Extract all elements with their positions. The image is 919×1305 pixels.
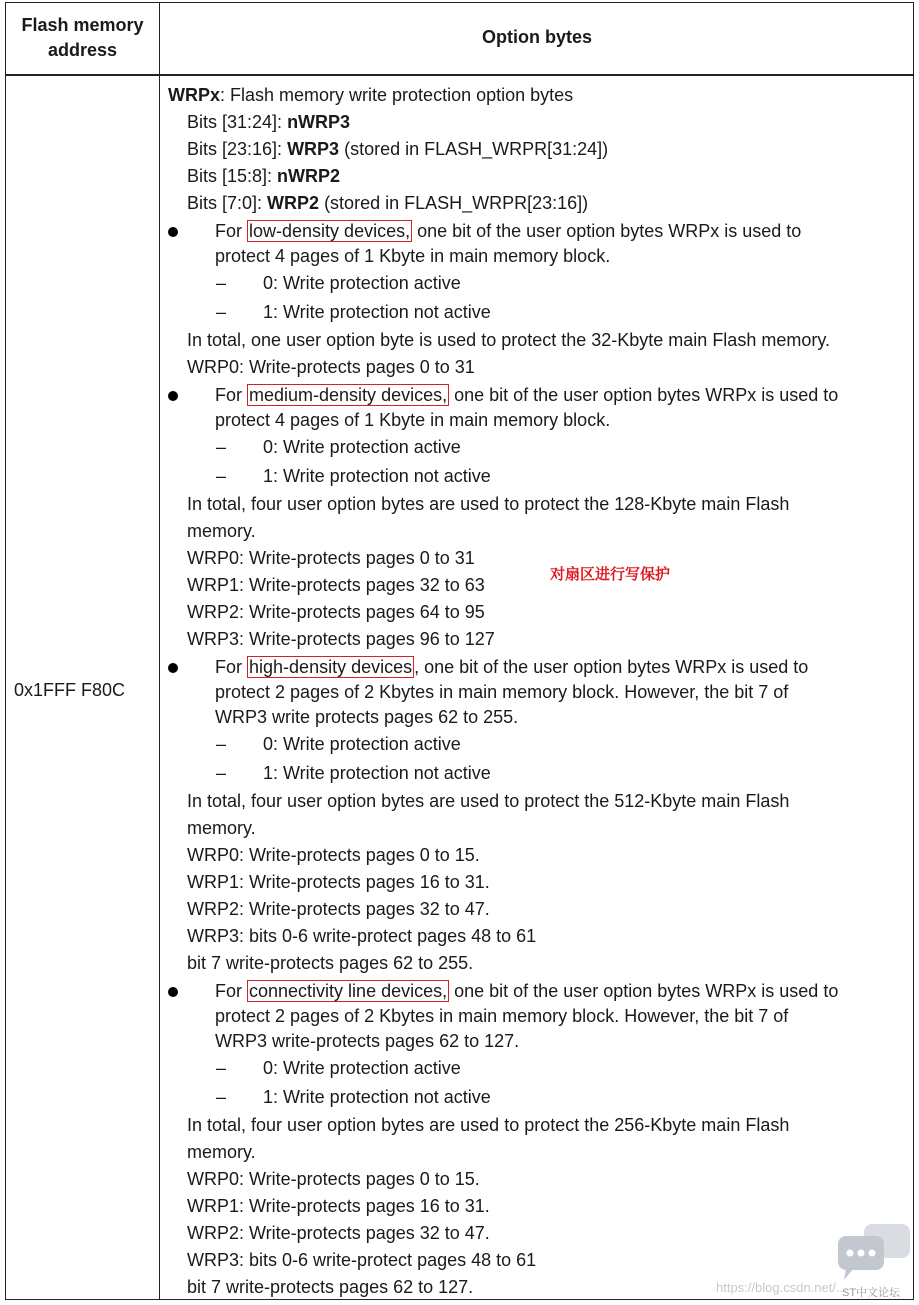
highlight-medium-density: medium-density devices, <box>249 385 448 405</box>
page-row: WRP2: Write-protects pages 64 to 95 <box>187 602 485 622</box>
dash-item: – 0: Write protection active <box>216 437 461 457</box>
total-text: memory. <box>187 521 256 541</box>
total-text: memory. <box>187 818 256 838</box>
watermark-url: https://blog.csdn.net/... <box>716 1280 847 1295</box>
page-row: WRP0: Write-protects pages 0 to 15. <box>187 845 480 865</box>
header-option-bytes: Option bytes <box>481 27 592 47</box>
dash-item: – 0: Write protection active <box>216 273 461 293</box>
option-bytes-description <box>168 82 912 1301</box>
dash-item: – 1: Write protection not active <box>216 466 491 486</box>
bullet-dot-icon <box>168 663 178 673</box>
option-bytes-table <box>5 2 914 1300</box>
dash-item: – 1: Write protection not active <box>216 1087 491 1107</box>
bullet-low-density: For low-density devices, one bit of the user option bytes WRPx is used to protect 4 pages of 1 Kbyte in main memory block. <box>168 219 912 269</box>
bullet-dot-icon <box>168 987 178 997</box>
highlight-connectivity-line: connectivity line devices, <box>249 981 448 1001</box>
bits-row: Bits [23:16]: WRP3 (stored in FLASH_WRPR[31:24]) <box>187 139 609 159</box>
page-row: WRP1: Write-protects pages 32 to 63 <box>187 575 485 595</box>
page-row: WRP1: Write-protects pages 16 to 31. <box>187 872 490 892</box>
address-cell: 0x1FFF F80C <box>14 680 126 700</box>
bullet-dot-icon <box>168 227 178 237</box>
bullet-dot-icon <box>168 391 178 401</box>
wrpx-heading <box>168 82 912 109</box>
header-divider <box>6 74 913 76</box>
page-row: WRP2: Write-protects pages 32 to 47. <box>187 899 490 919</box>
page-row: bit 7 write-protects pages 62 to 255. <box>187 953 474 973</box>
dash-item: – 0: Write protection active <box>216 1058 461 1078</box>
highlight-high-density: high-density devices <box>249 657 413 677</box>
bullet-connectivity-line: For connectivity line devices, one bit of the user option bytes WRPx is used to protect 2 pages of 2 Kbytes in main memory block. However, the bit 7 of WRP3 write-protects pages 62 to 127. <box>168 979 912 1054</box>
page-row: WRP3: bits 0-6 write-protect pages 48 to 61 <box>187 926 537 946</box>
page-row: WRP1: Write-protects pages 16 to 31. <box>187 1196 490 1216</box>
red-annotation: 对扇区进行写保护 <box>550 565 671 583</box>
page-row: WRP2: Write-protects pages 32 to 47. <box>187 1223 490 1243</box>
page-row: bit 7 write-protects pages 62 to 127. <box>187 1277 474 1297</box>
total-text: In total, four user option bytes are used to protect the 512-Kbyte main Flash <box>187 791 790 811</box>
bullet-medium-density: For medium-density devices, one bit of the user option bytes WRPx is used to protect 4 pages of 1 Kbyte in main memory block. <box>168 383 912 433</box>
total-text: In total, four user option bytes are used to protect the 128-Kbyte main Flash <box>187 494 790 514</box>
total-text: In total, one user option byte is used to protect the 32-Kbyte main Flash memory. <box>187 330 830 350</box>
bits-row: Bits [15:8]: nWRP2 <box>187 166 341 186</box>
dash-item: – 0: Write protection active <box>216 734 461 754</box>
page-row: WRP3: bits 0-6 write-protect pages 48 to 61 <box>187 1250 537 1270</box>
bits-row: Bits [7:0]: WRP2 (stored in FLASH_WRPR[23:16]) <box>187 193 589 213</box>
dash-item: – 1: Write protection not active <box>216 763 491 783</box>
highlight-low-density: low-density devices, <box>249 221 411 241</box>
wrpx-desc: : Flash memory write protection option bytes <box>220 85 574 105</box>
bullet-high-density: For high-density devices , one bit of the user option bytes WRPx is used to protect 2 pages of 2 Kbytes in main memory block. However, the bit 7 of WRP3 write protects pages 62 to 255. <box>168 655 912 730</box>
chat-bubble-logo-icon <box>836 1222 912 1282</box>
page-row: WRP3: Write-protects pages 96 to 127 <box>187 629 495 649</box>
total-text: In total, four user option bytes are used to protect the 256-Kbyte main Flash <box>187 1115 790 1135</box>
total-text: memory. <box>187 1142 256 1162</box>
wrpx-name: WRPx <box>168 85 221 105</box>
column-divider <box>159 3 160 1299</box>
bits-row: Bits [31:24]: nWRP3 <box>187 112 351 132</box>
page-row: WRP0: Write-protects pages 0 to 31 <box>187 548 475 568</box>
page-row: WRP0: Write-protects pages 0 to 31 <box>187 357 475 377</box>
dash-item: – 1: Write protection not active <box>216 302 491 322</box>
watermark-logo-label: ST中文论坛 <box>842 1287 901 1299</box>
header-flash-memory-address: Flash memory address <box>21 15 144 60</box>
page-row: WRP0: Write-protects pages 0 to 15. <box>187 1169 480 1189</box>
